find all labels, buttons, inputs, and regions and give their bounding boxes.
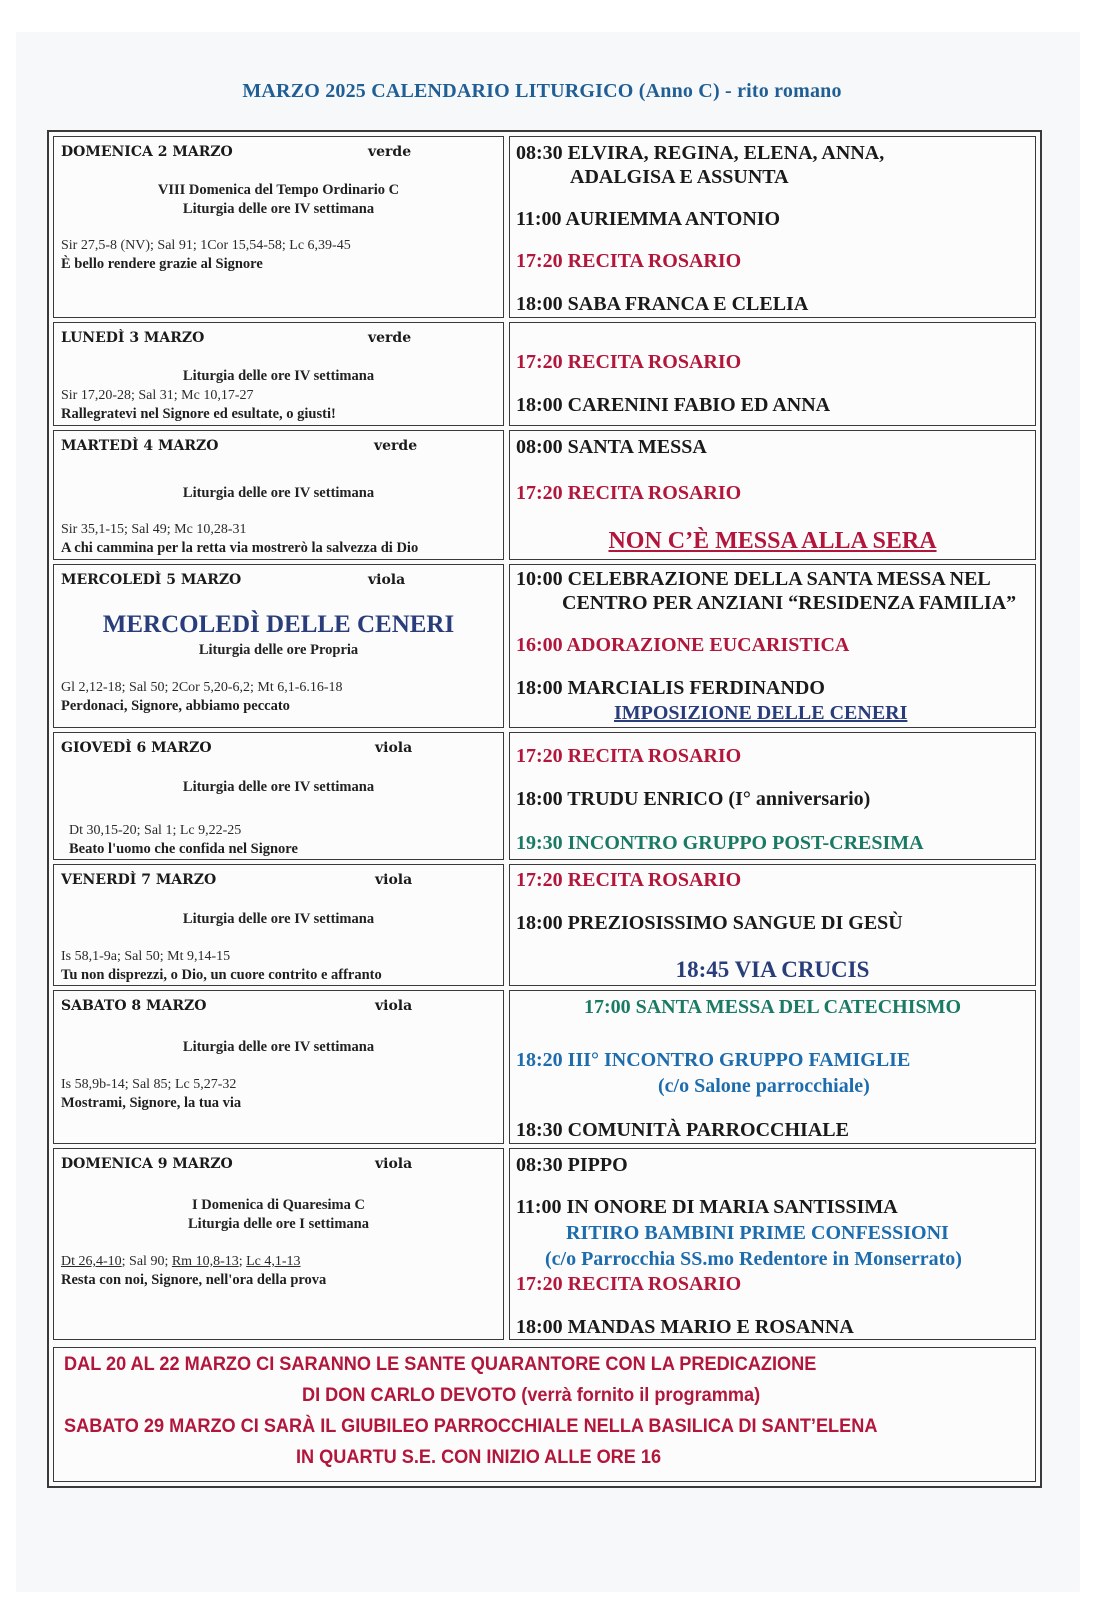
day-header [61, 572, 491, 588]
reading-link[interactable]: Lc 4,1-13 [246, 1254, 301, 1269]
psalm-motto: È bello rendere grazie al Signore [61, 256, 263, 272]
readings: Sir 17,20-28; Sal 31; Mc 10,17-27 [61, 388, 254, 403]
event-item: 18:00 TRUDU ENRICO (I° anniversario) [516, 788, 871, 810]
day-events-cell [509, 322, 1036, 426]
reading-link[interactable]: Dt 26,4-10 [61, 1254, 122, 1269]
announcement-line: SABATO 29 MARZO CI SARÀ IL GIUBILEO PARROCCHIALE NELLA BASILICA DI SANT’ELENA [64, 1415, 878, 1437]
announcement-line: DAL 20 AL 22 MARZO CI SARANNO LE SANTE QUARANTORE CON LA PREDICAZIONE [64, 1353, 817, 1375]
day-events-cell [509, 564, 1036, 728]
event-item: 17:20 RECITA ROSARIO [516, 1273, 742, 1295]
day-info-cell [53, 322, 504, 426]
reading-separator: ; Sal 90; [121, 1254, 172, 1269]
liturgical-color: viola [375, 740, 413, 756]
psalm-motto: Mostrami, Signore, la tua via [61, 1095, 242, 1111]
day-date: MARTEDÌ 4 MARZO [61, 438, 219, 454]
liturgy-hours: Liturgia delle ore IV settimana [182, 779, 375, 795]
day-info-cell [53, 430, 504, 560]
event-item: 18:45 VIA CRUCIS [675, 957, 870, 982]
liturgical-color: viola [375, 872, 413, 888]
readings: Gl 2,12-18; Sal 50; 2Cor 5,20-6,2; Mt 6,1-6.16-18 [61, 680, 343, 695]
liturgical-color: verde [368, 330, 412, 346]
event-item: 18:00 MARCIALIS FERDINANDO [516, 677, 825, 699]
event-item: 18:20 III° INCONTRO GRUPPO FAMIGLIE [516, 1049, 911, 1071]
event-item: 17:00 SANTA MESSA DEL CATECHISMO [583, 996, 962, 1018]
reading-link[interactable]: Rm 10,8-13 [171, 1254, 239, 1269]
day-info-cell [53, 732, 504, 860]
event-item: 18:00 CARENINI FABIO ED ANNA [516, 394, 831, 416]
event-item: 11:00 AURIEMMA ANTONIO [516, 208, 781, 230]
event-item: 18:00 SABA FRANCA E CLELIA [516, 293, 809, 315]
event-item: 18:30 COMUNITÀ PARROCCHIALE [516, 1119, 849, 1141]
event-item: 08:00 SANTA MESSA [516, 436, 707, 458]
liturgy-hours: Liturgia delle ore IV settimana [182, 485, 375, 501]
announcement-line: DI DON CARLO DEVOTO (verrà fornito il programma) [302, 1384, 761, 1406]
event-item: 11:00 IN ONORE DI MARIA SANTISSIMA [516, 1196, 898, 1218]
event-item: 17:20 RECITA ROSARIO [516, 745, 742, 767]
celebration-title: VIII Domenica del Tempo Ordinario C [157, 182, 400, 198]
day-events-cell [509, 1148, 1036, 1340]
liturgy-hours: Liturgia delle ore IV settimana [182, 911, 375, 927]
event-item: IMPOSIZIONE DELLE CENERI [614, 702, 908, 724]
day-date: DOMENICA 2 MARZO [61, 144, 233, 160]
event-item: 17:20 RECITA ROSARIO [516, 351, 742, 373]
event-item: 18:00 MANDAS MARIO E ROSANNA [516, 1316, 854, 1338]
page-title: MARZO 2025 CALENDARIO LITURGICO (Anno C) - rito romano [242, 80, 842, 102]
day-info-cell [53, 864, 504, 986]
readings: Is 58,9b-14; Sal 85; Lc 5,27-32 [61, 1077, 237, 1092]
day-info-cell [53, 990, 504, 1144]
liturgical-color: viola [375, 1156, 413, 1172]
day-date: LUNEDÌ 3 MARZO [61, 330, 205, 346]
event-item: RITIRO BAMBINI PRIME CONFESSIONI [566, 1222, 949, 1244]
event-item: 17:20 RECITA ROSARIO [516, 869, 742, 891]
day-events-cell [509, 864, 1036, 986]
liturgy-hours: Liturgia delle ore IV settimana [182, 201, 375, 217]
psalm-motto: Resta con noi, Signore, nell'ora della prova [61, 1272, 327, 1288]
liturgy-hours: Liturgia delle ore Propria [198, 642, 359, 658]
event-item: 18:00 PREZIOSISSIMO SANGUE DI GESÙ [516, 912, 903, 934]
day-events-cell [509, 990, 1036, 1144]
readings: Sir 27,5-8 (NV); Sal 91; 1Cor 15,54-58; Lc 6,39-45 [61, 238, 351, 253]
event-item: 10:00 CELEBRAZIONE DELLA SANTA MESSA NEL [516, 568, 991, 590]
day-header [61, 872, 491, 888]
liturgical-color: viola [368, 572, 406, 588]
event-item: (c/o Parrocchia SS.mo Redentore in Monserrato) [545, 1248, 962, 1270]
event-item: 08:30 PIPPO [516, 1154, 628, 1176]
day-events-cell [509, 430, 1036, 560]
event-item: ADALGISA E ASSUNTA [570, 166, 789, 188]
day-date: DOMENICA 9 MARZO [61, 1156, 233, 1172]
psalm-motto: Rallegratevi nel Signore ed esultate, o giusti! [61, 406, 336, 422]
day-header [61, 144, 491, 160]
day-header [61, 330, 491, 346]
readings [61, 1252, 301, 1271]
liturgical-color: verde [368, 144, 412, 160]
liturgical-color: viola [375, 998, 413, 1014]
psalm-motto: Beato l'uomo che confida nel Signore [69, 841, 298, 857]
readings: Is 58,1-9a; Sal 50; Mt 9,14-15 [61, 949, 231, 964]
day-header [61, 998, 491, 1014]
event-item: 17:20 RECITA ROSARIO [516, 482, 742, 504]
liturgy-hours: Liturgia delle ore IV settimana [182, 368, 375, 384]
psalm-motto: A chi cammina per la retta via mostrerò la salvezza di Dio [61, 540, 419, 556]
feast-title: MERCOLEDÌ DELLE CENERI [102, 611, 455, 638]
event-item: 08:30 ELVIRA, REGINA, ELENA, ANNA, [516, 142, 885, 164]
day-header [61, 438, 491, 454]
day-header [61, 740, 491, 756]
event-item: 17:20 RECITA ROSARIO [516, 250, 742, 272]
celebration-title: I Domenica di Quaresima C [192, 1197, 365, 1213]
day-events-cell [509, 732, 1036, 860]
psalm-motto: Tu non disprezzi, o Dio, un cuore contrito e affranto [61, 967, 382, 983]
announcement-box [53, 1347, 1036, 1482]
reading-separator: ; [238, 1254, 247, 1269]
psalm-motto: Perdonaci, Signore, abbiamo peccato [61, 698, 290, 714]
event-item: CENTRO PER ANZIANI “RESIDENZA FAMILIA” [562, 592, 1017, 614]
liturgy-hours: Liturgia delle ore I settimana [188, 1216, 369, 1232]
day-info-cell [53, 564, 504, 728]
day-date: MERCOLEDÌ 5 MARZO [61, 572, 242, 588]
readings: Dt 30,15-20; Sal 1; Lc 9,22-25 [69, 823, 242, 838]
day-date: GIOVEDÌ 6 MARZO [61, 740, 212, 756]
day-info-cell [53, 136, 504, 318]
event-item: 19:30 INCONTRO GRUPPO POST-CRESIMA [516, 832, 924, 854]
liturgy-hours: Liturgia delle ore IV settimana [182, 1039, 375, 1055]
readings: Sir 35,1-15; Sal 49; Mc 10,28-31 [61, 522, 247, 537]
day-date: VENERDÌ 7 MARZO [61, 872, 217, 888]
liturgical-color: verde [374, 438, 418, 454]
day-header [61, 1156, 491, 1172]
event-item: 16:00 ADORAZIONE EUCARISTICA [516, 634, 850, 656]
day-events-cell [509, 136, 1036, 318]
no-evening-mass-notice: NON C’È MESSA ALLA SERA [608, 528, 937, 554]
announcement-line: IN QUARTU S.E. CON INIZIO ALLE ORE 16 [296, 1446, 662, 1468]
event-item: (c/o Salone parrocchiale) [658, 1075, 870, 1097]
day-info-cell [53, 1148, 504, 1340]
day-date: SABATO 8 MARZO [61, 998, 207, 1014]
